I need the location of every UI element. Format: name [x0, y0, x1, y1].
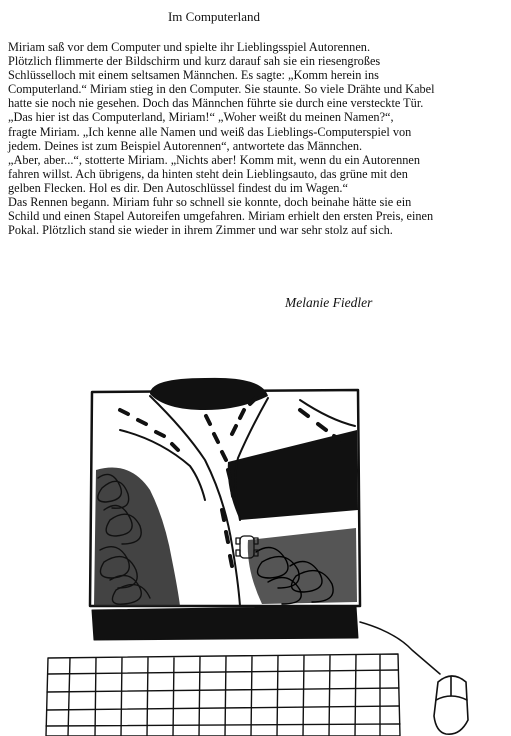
story-line: „Aber, aber...“, stotterte Miriam. „Nichts aber! Komm mit, wenn du ein Autorennen [8, 152, 421, 167]
story-line: Plötzlich flimmerte der Bildschirm und kurz darauf sah sie ein riesengroßes [8, 54, 381, 69]
story-line: Miriam saß vor dem Computer und spielte ihr Lieblingsspiel Autorennen. [8, 40, 371, 54]
story-line: jedem. Deines ist zum Beispiel Autorennen“, antwortete das Männchen. [8, 138, 363, 153]
story-line: fragte Miriam. „Ich kenne alle Namen und weiß das Lieblings-Computerspiel von [8, 124, 412, 139]
story-line: Pokal. Plötzlich stand sie wieder in ihrem Zimmer und war sehr stolz auf sich. [8, 223, 393, 238]
scribble-left-hill [94, 468, 180, 607]
story-line: „Das hier ist das Computerland, Miriam!“ „Woher weißt du meinen Namen?“, [8, 110, 394, 125]
story-line: Schlüsselloch mit einem seltsamen Männchen. Es sagte: „Komm herein ins [8, 68, 379, 83]
story-line: fahren willst. Ach übrigens, da hinten steht dein Lieblingsauto, das grüne mit den [8, 166, 408, 181]
story-line: Schild und einen Stapel Autoreifen umgefahren. Miriam erhielt den ersten Preis, einen [8, 209, 434, 224]
story-line: Das Rennen begann. Miriam fuhr so schnell sie konnte, doch beinahe hätte sie ein [8, 195, 412, 210]
story-text [8, 40, 508, 237]
mouse-drawing [434, 676, 468, 734]
story-title: Im Computerland [167, 9, 261, 24]
author-name: Melanie Fiedler [285, 295, 373, 310]
story-line: Computerland.“ Miriam stieg in den Computer. Sie staunte. So viele Drähte und Kabel [8, 82, 435, 97]
story-line: gelben Flecken. Hol es dir. Den Autoschlüssel findest du im Wagen.“ [8, 180, 348, 195]
story-line: hatte sie noch nie gesehen. Doch das Männchen führte sie durch eine versteckte Tür. [8, 96, 424, 111]
computer-drawing [0, 370, 511, 736]
mouse-cable [360, 622, 440, 674]
scribble-right-block [228, 430, 358, 604]
keyboard-drawing [46, 654, 400, 736]
monitor-stand [92, 606, 358, 640]
